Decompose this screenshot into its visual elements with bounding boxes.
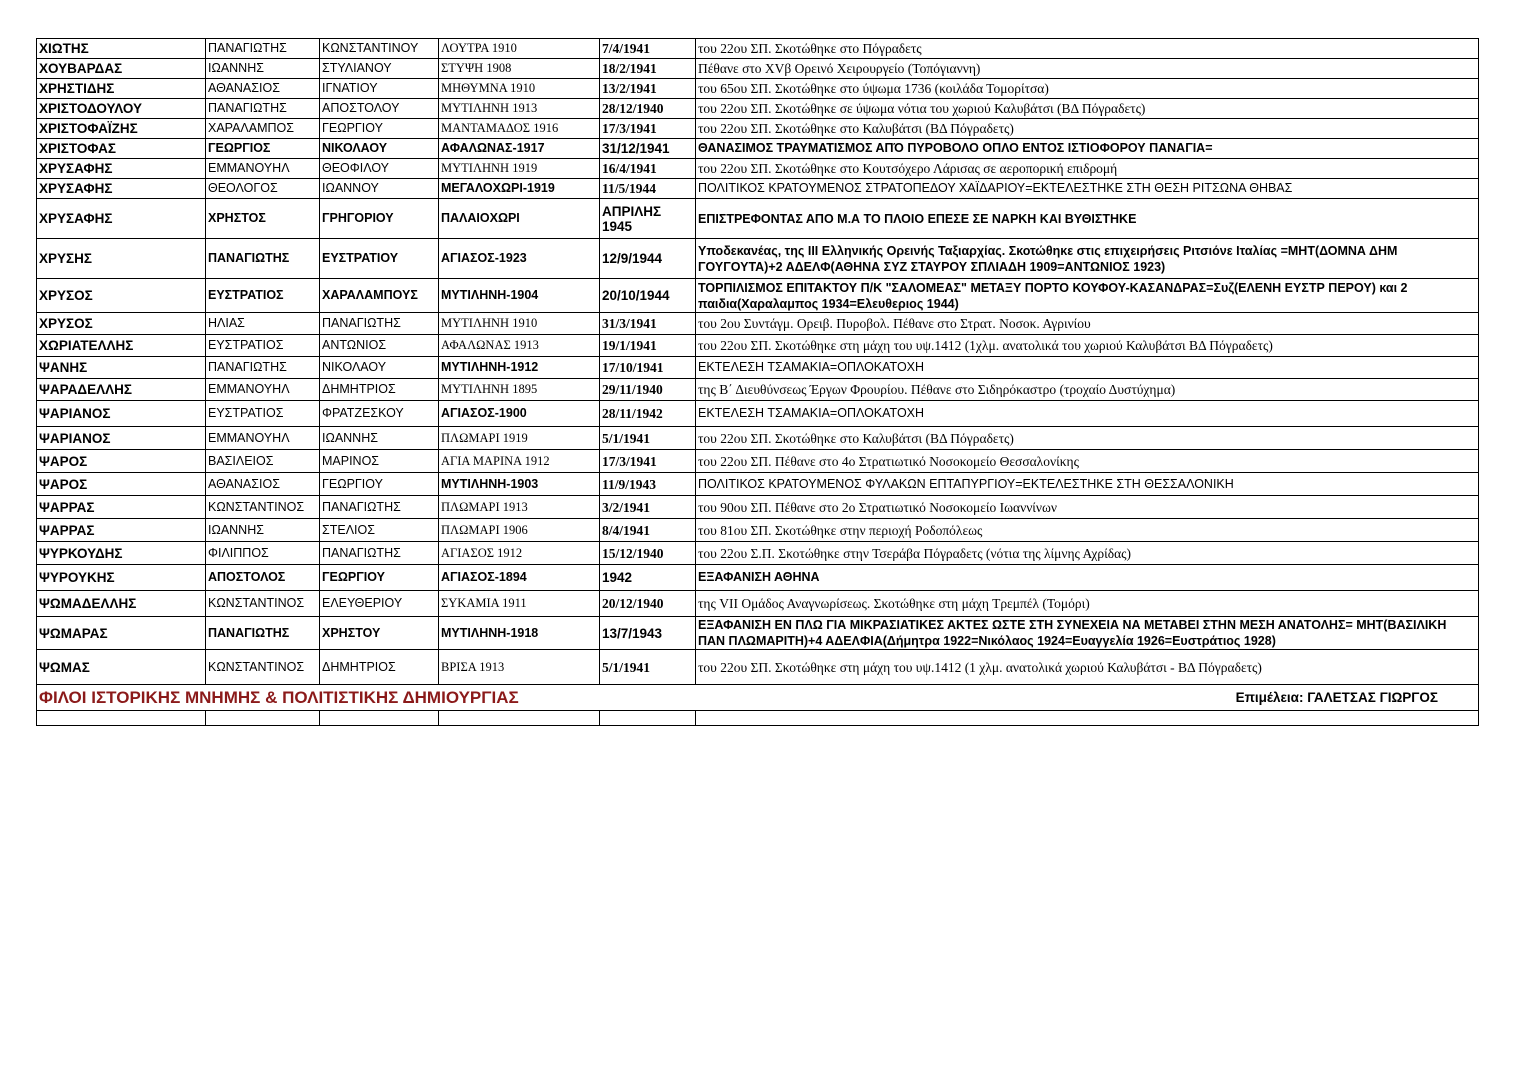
birthplace-cell: ΜΥΤΙΛΗΝΗ 1913 xyxy=(439,99,600,119)
table-row xyxy=(37,450,1479,473)
description-cell: ΠΟΛΙΤΙΚΟΣ ΚΡΑΤΟΥΜΕΝΟΣ ΦΥΛΑΚΩΝ ΕΠΤΑΠΥΡΓΙΟΥ=ΕΚΤΕΛΕΣΤΗΚΕ ΣΤΗ ΘΕΣΣΑΛΟΝΙΚΗ xyxy=(696,473,1479,496)
surname-cell: ΨΑΡΡΑΣ xyxy=(37,519,206,542)
surname-cell: ΧΡΥΣΟΣ xyxy=(37,313,206,335)
surname-cell: ΧΡΥΣΑΦΗΣ xyxy=(37,159,206,179)
empty-cell xyxy=(320,711,439,726)
table-row xyxy=(37,139,1479,159)
surname-cell: ΨΩΜΑΡΑΣ xyxy=(37,617,206,650)
birthplace-cell: ΑΓΙΑ ΜΑΡΙΝΑ 1912 xyxy=(439,450,600,473)
date-cell: 20/12/1940 xyxy=(600,591,696,617)
father-name-cell: ΝΙΚΟΛΑΟΥ xyxy=(320,357,439,379)
father-name-cell: ΔΗΜΗΤΡΙΟΣ xyxy=(320,379,439,401)
surname-cell: ΧΡΥΣΟΣ xyxy=(37,279,206,313)
date-cell: 31/12/1941 xyxy=(600,139,696,159)
father-name-cell: ΕΛΕΥΘΕΡΙΟΥ xyxy=(320,591,439,617)
description-cell: του 22ου Σ.Π. Σκοτώθηκε στην Τσεράβα Πόγραδετς (νότια της λίμνης Αχρίδας) xyxy=(696,542,1479,565)
description-cell: του 65ου ΣΠ. Σκοτώθηκε στο ύψωμα 1736 (κοιλάδα Τομορίτσα) xyxy=(696,79,1479,99)
date-cell: 29/11/1940 xyxy=(600,379,696,401)
father-name-cell: ΑΝΤΩΝΙΟΣ xyxy=(320,335,439,357)
date-cell: 19/1/1941 xyxy=(600,335,696,357)
date-cell: ΑΠΡΙΛΗΣ 1945 xyxy=(600,199,696,239)
surname-cell: ΨΥΡΚΟΥΔΗΣ xyxy=(37,542,206,565)
surname-cell: ΨΑΝΗΣ xyxy=(37,357,206,379)
first-name-cell: ΠΑΝΑΓΙΩΤΗΣ xyxy=(206,99,320,119)
description-cell: Πέθανε στο XVβ Ορεινό Χειρουργείο (Τοπόγιαννη) xyxy=(696,59,1479,79)
description-cell: Υποδεκανέας, της ΙΙΙ Ελληνικής Ορεινής Ταξιαρχίας. Σκοτώθηκε στις επιχειρήσεις Ριτσιόνε Ιταλίας =ΜΗΤ(ΔΟΜΝΑ ΔΗΜ ΓΟΥΓΟΥΤΑ)+2 ΑΔΕΛΦ(ΑΘΗΝΑ ΣΥΖ ΣΤΑΥΡΟΥ ΣΠΛΙΑΔΗ 1909=ΑΝΤΩΝΙΟΣ 1923) xyxy=(696,239,1479,279)
table-row xyxy=(37,565,1479,591)
table-row xyxy=(37,542,1479,565)
description-cell: του 22ου ΣΠ. Σκοτώθηκε σε ύψωμα νότια του χωριού Καλυβάτσι (ΒΔ Πόγραδετς) xyxy=(696,99,1479,119)
father-name-cell: ΕΥΣΤΡΑΤΙΟΥ xyxy=(320,239,439,279)
description-cell: του 22ου ΣΠ. Σκοτώθηκε στη μάχη του υψ.1412 (1 χλμ. ανατολικά χωριού Καλυβάτσι - ΒΔ Πόγραδετς) xyxy=(696,650,1479,685)
surname-cell: ΨΩΜΑΔΕΛΛΗΣ xyxy=(37,591,206,617)
surname-cell: ΧΡΙΣΤΟΔΟΥΛΟΥ xyxy=(37,99,206,119)
first-name-cell: ΠΑΝΑΓΙΩΤΗΣ xyxy=(206,357,320,379)
surname-cell: ΨΑΡΟΣ xyxy=(37,450,206,473)
surname-cell: ΧΙΩΤΗΣ xyxy=(37,39,206,59)
description-cell: της Β΄ Διευθύνσεως Έργων Φρουρίου. Πέθανε στο Σιδηρόκαστρο (τροχαίο Δυστύχημα) xyxy=(696,379,1479,401)
date-cell: 16/4/1941 xyxy=(600,159,696,179)
editor-credit: Επιμέλεια: ΓΑΛΕΤΣΑΣ ΓΙΩΡΓΟΣ xyxy=(1235,689,1438,705)
table-row xyxy=(37,427,1479,450)
date-cell: 13/7/1943 xyxy=(600,617,696,650)
table-row xyxy=(37,279,1479,313)
surname-cell: ΨΥΡΟΥΚΗΣ xyxy=(37,565,206,591)
birthplace-cell: ΒΡΙΣΑ 1913 xyxy=(439,650,600,685)
birthplace-cell: ΑΓΙΑΣΟΣ-1894 xyxy=(439,565,600,591)
surname-cell: ΨΑΡΙΑΝΟΣ xyxy=(37,427,206,450)
father-name-cell: ΓΕΩΡΓΙΟΥ xyxy=(320,119,439,139)
first-name-cell: ΕΜΜΑΝΟΥΗΛ xyxy=(206,427,320,450)
date-cell: 13/2/1941 xyxy=(600,79,696,99)
surname-cell: ΧΡΗΣΤΙΔΗΣ xyxy=(37,79,206,99)
table-row xyxy=(37,379,1479,401)
birthplace-cell: ΠΛΩΜΑΡΙ 1906 xyxy=(439,519,600,542)
birthplace-cell: ΠΑΛΑΙΟΧΩΡΙ xyxy=(439,199,600,239)
father-name-cell: ΚΩΝΣΤΑΝΤΙΝΟΥ xyxy=(320,39,439,59)
date-cell: 1942 xyxy=(600,565,696,591)
first-name-cell: ΧΡΗΣΤΟΣ xyxy=(206,199,320,239)
first-name-cell: ΠΑΝΑΓΙΩΤΗΣ xyxy=(206,39,320,59)
table-row xyxy=(37,119,1479,139)
date-cell: 31/3/1941 xyxy=(600,313,696,335)
organization-name: ΦΙΛΟΙ ΙΣΤΟΡΙΚΗΣ ΜΝΗΜΗΣ & ΠΟΛΙΤΙΣΤΙΚΗΣ ΔΗΜΙΟΥΡΓΙΑΣ xyxy=(39,687,519,707)
date-cell: 18/2/1941 xyxy=(600,59,696,79)
empty-cell xyxy=(206,711,320,726)
father-name-cell: ΧΑΡΑΛΑΜΠΟΥΣ xyxy=(320,279,439,313)
description-cell: του 22ου ΣΠ. Σκοτώθηκε στο Καλυβάτσι (ΒΔ Πόγραδετς) xyxy=(696,119,1479,139)
father-name-cell: ΣΤΥΛΙΑΝΟΥ xyxy=(320,59,439,79)
date-cell: 8/4/1941 xyxy=(600,519,696,542)
empty-cell xyxy=(37,711,206,726)
first-name-cell: ΘΕΟΛΟΓΟΣ xyxy=(206,179,320,199)
first-name-cell: ΙΩΑΝΝΗΣ xyxy=(206,59,320,79)
first-name-cell: ΕΜΜΑΝΟΥΗΛ xyxy=(206,379,320,401)
table-row xyxy=(37,617,1479,650)
surname-cell: ΧΡΙΣΤΟΦΑΪΖΗΣ xyxy=(37,119,206,139)
father-name-cell: ΙΩΑΝΝΟΥ xyxy=(320,179,439,199)
date-cell: 5/1/1941 xyxy=(600,650,696,685)
description-cell: του 22ου ΣΠ. Πέθανε στο 4ο Στρατιωτικό Νοσοκομείο Θεσσαλονίκης xyxy=(696,450,1479,473)
table-row xyxy=(37,496,1479,519)
father-name-cell: ΔΗΜΗΤΡΙΟΣ xyxy=(320,650,439,685)
description-cell: του 22ου ΣΠ. Σκοτώθηκε στο Κουτσόχερο Λάρισας σε αεροπορική επιδρομή xyxy=(696,159,1479,179)
first-name-cell: ΕΥΣΤΡΑΤΙΟΣ xyxy=(206,279,320,313)
date-cell: 11/9/1943 xyxy=(600,473,696,496)
date-cell: 17/3/1941 xyxy=(600,119,696,139)
description-cell: ΕΞΑΦΑΝΙΣΗ ΑΘΗΝΑ xyxy=(696,565,1479,591)
first-name-cell: ΓΕΩΡΓΙΟΣ xyxy=(206,139,320,159)
father-name-cell: ΠΑΝΑΓΙΩΤΗΣ xyxy=(320,496,439,519)
description-cell: ΕΚΤΕΛΕΣΗ ΤΣΑΜΑΚΙΑ=ΟΠΛΟΚΑΤΟΧΗ xyxy=(696,357,1479,379)
table-row xyxy=(37,199,1479,239)
description-cell: ΠΟΛΙΤΙΚΟΣ ΚΡΑΤΟΥΜΕΝΟΣ ΣΤΡΑΤΟΠΕΔΟΥ ΧΑΪΔΑΡΙΟΥ=ΕΚΤΕΛΕΣΤΗΚΕ ΣΤΗ ΘΕΣΗ ΡΙΤΣΩΝΑ ΘΗΒΑΣ xyxy=(696,179,1479,199)
birthplace-cell: ΑΦΑΛΩΝΑΣ 1913 xyxy=(439,335,600,357)
first-name-cell: ΧΑΡΑΛΑΜΠΟΣ xyxy=(206,119,320,139)
date-cell: 15/12/1940 xyxy=(600,542,696,565)
father-name-cell: ΜΑΡΙΝΟΣ xyxy=(320,450,439,473)
table-row xyxy=(37,99,1479,119)
date-cell: 17/10/1941 xyxy=(600,357,696,379)
father-name-cell: ΘΕΟΦΙΛΟΥ xyxy=(320,159,439,179)
father-name-cell: ΧΡΗΣΤΟΥ xyxy=(320,617,439,650)
birthplace-cell: ΜΗΘΥΜΝΑ 1910 xyxy=(439,79,600,99)
father-name-cell: ΓΡΗΓΟΡΙΟΥ xyxy=(320,199,439,239)
empty-cell xyxy=(600,711,696,726)
table-row xyxy=(37,239,1479,279)
date-cell: 28/11/1942 xyxy=(600,401,696,427)
birthplace-cell: ΠΛΩΜΑΡΙ 1913 xyxy=(439,496,600,519)
table-row xyxy=(37,591,1479,617)
first-name-cell: ΑΠΟΣΤΟΛΟΣ xyxy=(206,565,320,591)
birthplace-cell: ΑΓΙΑΣΟΣ 1912 xyxy=(439,542,600,565)
father-name-cell: ΣΤΕΛΙΟΣ xyxy=(320,519,439,542)
father-name-cell: ΠΑΝΑΓΙΩΤΗΣ xyxy=(320,542,439,565)
first-name-cell: ΚΩΝΣΤΑΝΤΙΝΟΣ xyxy=(206,496,320,519)
footer-row xyxy=(37,685,1479,711)
description-cell: του 2ου Συντάγμ. Ορειβ. Πυροβολ. Πέθανε στο Στρατ. Νοσοκ. Αγρινίου xyxy=(696,313,1479,335)
first-name-cell: ΕΥΣΤΡΑΤΙΟΣ xyxy=(206,335,320,357)
father-name-cell: ΦΡΑΤΖΕΣΚΟΥ xyxy=(320,401,439,427)
surname-cell: ΨΩΜΑΣ xyxy=(37,650,206,685)
footer-cell xyxy=(37,685,1479,711)
birthplace-cell: ΜΥΤΙΛΗΝΗ 1895 xyxy=(439,379,600,401)
table-row xyxy=(37,473,1479,496)
surname-cell: ΧΟΥΒΑΡΔΑΣ xyxy=(37,59,206,79)
birthplace-cell: ΜΥΤΙΛΗΝΗ-1918 xyxy=(439,617,600,650)
first-name-cell: ΚΩΝΣΤΑΝΤΙΝΟΣ xyxy=(206,591,320,617)
birthplace-cell: ΜΥΤΙΛΗΝΗ-1904 xyxy=(439,279,600,313)
surname-cell: ΧΩΡΙΑΤΕΛΛΗΣ xyxy=(37,335,206,357)
date-cell: 5/1/1941 xyxy=(600,427,696,450)
table-row xyxy=(37,313,1479,335)
description-cell: ΘΑΝΑΣΙΜΟΣ ΤΡΑΥΜΑΤΙΣΜΟΣ ΑΠΌ ΠΥΡΟΒΟΛΟ ΟΠΛΟ ΕΝΤΟΣ ΙΣΤΙΟΦΟΡΟΥ ΠΑΝΑΓΙΑ= xyxy=(696,139,1479,159)
birthplace-cell: ΜΥΤΙΛΗΝΗ-1903 xyxy=(439,473,600,496)
father-name-cell: ΓΕΩΡΓΙΟΥ xyxy=(320,565,439,591)
table-row xyxy=(37,179,1479,199)
table-row xyxy=(37,357,1479,379)
date-cell: 28/12/1940 xyxy=(600,99,696,119)
first-name-cell: ΙΩΑΝΝΗΣ xyxy=(206,519,320,542)
date-cell: 7/4/1941 xyxy=(600,39,696,59)
surname-cell: ΧΡΥΣΗΣ xyxy=(37,239,206,279)
description-cell: ΕΚΤΕΛΕΣΗ ΤΣΑΜΑΚΙΑ=ΟΠΛΟΚΑΤΟΧΗ xyxy=(696,401,1479,427)
table-row xyxy=(37,335,1479,357)
table-row xyxy=(37,79,1479,99)
description-cell: του 22ου ΣΠ. Σκοτώθηκε στο Καλυβάτσι (ΒΔ Πόγραδετς) xyxy=(696,427,1479,450)
date-cell: 12/9/1944 xyxy=(600,239,696,279)
description-cell: του 22ου ΣΠ. Σκοτώθηκε στη μάχη του υψ.1412 (1χλμ. ανατολικά του χωριού Καλυβάτσι ΒΔ Πόγραδετς) xyxy=(696,335,1479,357)
surname-cell: ΨΑΡΟΣ xyxy=(37,473,206,496)
father-name-cell: ΝΙΚΟΛΑΟΥ xyxy=(320,139,439,159)
birthplace-cell: ΜΥΤΙΛΗΝΗ 1910 xyxy=(439,313,600,335)
records-table xyxy=(36,38,1479,726)
first-name-cell: ΚΩΝΣΤΑΝΤΙΝΟΣ xyxy=(206,650,320,685)
birthplace-cell: ΜΕΓΑΛΟΧΩΡΙ-1919 xyxy=(439,179,600,199)
description-cell: ΕΞΑΦΑΝΙΣΗ ΕΝ ΠΛΩ ΓΙΑ ΜΙΚΡΑΣΙΑΤΙΚΕΣ ΑΚΤΕΣ ΩΣΤΕ ΣΤΗ ΣΥΝΕΧΕΙΑ ΝΑ ΜΕΤΑΒΕΙ ΣΤΗΝ ΜΕΣΗ ΑΝΑΤΟΛΗΣ= ΜΗΤ(ΒΑΣΙΛΙΚΗ ΠΑΝ ΠΛΩΜΑΡΙΤΗ)+4 ΑΔΕΛΦΙΑ(Δήμητρα 1922=Νικόλαος 1924=Ευαγγελία 1926=Ευστράτιος 1928) xyxy=(696,617,1479,650)
surname-cell: ΨΑΡΑΔΕΛΛΗΣ xyxy=(37,379,206,401)
surname-cell: ΨΑΡΙΑΝΟΣ xyxy=(37,401,206,427)
birthplace-cell: ΑΦΑΛΩΝΑΣ-1917 xyxy=(439,139,600,159)
first-name-cell: ΗΛΙΑΣ xyxy=(206,313,320,335)
records-table-body xyxy=(37,39,1479,685)
table-row xyxy=(37,59,1479,79)
birthplace-cell: ΣΤΥΨΗ 1908 xyxy=(439,59,600,79)
first-name-cell: ΑΘΑΝΑΣΙΟΣ xyxy=(206,473,320,496)
birthplace-cell: ΛΟΥΤΡΑ 1910 xyxy=(439,39,600,59)
first-name-cell: ΕΥΣΤΡΑΤΙΟΣ xyxy=(206,401,320,427)
surname-cell: ΧΡΥΣΑΦΗΣ xyxy=(37,199,206,239)
father-name-cell: ΙΩΑΝΝΗΣ xyxy=(320,427,439,450)
description-cell: ΕΠΙΣΤΡΕΦΟΝΤΑΣ ΑΠΟ Μ.Α ΤΟ ΠΛΟΙΟ ΕΠΕΣΕ ΣΕ ΝΑΡΚΗ ΚΑΙ ΒΥΘΙΣΤΗΚΕ xyxy=(696,199,1479,239)
first-name-cell: ΕΜΜΑΝΟΥΗΛ xyxy=(206,159,320,179)
birthplace-cell: ΜΥΤΙΛΗΝΗ 1919 xyxy=(439,159,600,179)
first-name-cell: ΠΑΝΑΓΙΩΤΗΣ xyxy=(206,617,320,650)
table-row xyxy=(37,159,1479,179)
first-name-cell: ΒΑΣΙΛΕΙΟΣ xyxy=(206,450,320,473)
date-cell: 11/5/1944 xyxy=(600,179,696,199)
description-cell: της VII Ομάδος Αναγνωρίσεως. Σκοτώθηκε στη μάχη Τρεμπέλ (Τομόρι) xyxy=(696,591,1479,617)
date-cell: 20/10/1944 xyxy=(600,279,696,313)
first-name-cell: ΠΑΝΑΓΙΩΤΗΣ xyxy=(206,239,320,279)
father-name-cell: ΓΕΩΡΓΙΟΥ xyxy=(320,473,439,496)
table-row xyxy=(37,401,1479,427)
birthplace-cell: ΜΑΝΤΑΜΑΔΟΣ 1916 xyxy=(439,119,600,139)
birthplace-cell: ΠΛΩΜΑΡΙ 1919 xyxy=(439,427,600,450)
date-cell: 17/3/1941 xyxy=(600,450,696,473)
surname-cell: ΧΡΥΣΑΦΗΣ xyxy=(37,179,206,199)
records-table-footer xyxy=(37,685,1479,726)
table-row xyxy=(37,39,1479,59)
first-name-cell: ΦΙΛΙΠΠΟΣ xyxy=(206,542,320,565)
description-cell: του 22ου ΣΠ. Σκοτώθηκε στο Πόγραδετς xyxy=(696,39,1479,59)
birthplace-cell: ΣΥΚΑΜΙΑ 1911 xyxy=(439,591,600,617)
surname-cell: ΨΑΡΡΑΣ xyxy=(37,496,206,519)
table-row xyxy=(37,650,1479,685)
birthplace-cell: ΑΓΙΑΣΟΣ-1900 xyxy=(439,401,600,427)
surname-cell: ΧΡΙΣΤΟΦΑΣ xyxy=(37,139,206,159)
father-name-cell: ΠΑΝΑΓΙΩΤΗΣ xyxy=(320,313,439,335)
empty-cell xyxy=(696,711,1479,726)
date-cell: 3/2/1941 xyxy=(600,496,696,519)
father-name-cell: ΑΠΟΣΤΟΛΟΥ xyxy=(320,99,439,119)
table-row xyxy=(37,519,1479,542)
first-name-cell: ΑΘΑΝΑΣΙΟΣ xyxy=(206,79,320,99)
empty-row xyxy=(37,711,1479,726)
description-cell: του 81ου ΣΠ. Σκοτώθηκε στην περιοχή Ροδοπόλεως xyxy=(696,519,1479,542)
description-cell: του 90ου ΣΠ. Πέθανε στο 2ο Στρατιωτικό Νοσοκομείο Ιωαννίνων xyxy=(696,496,1479,519)
father-name-cell: ΙΓΝΑΤΙΟΥ xyxy=(320,79,439,99)
description-cell: ΤΟΡΠΙΛΙΣΜΟΣ ΕΠΙΤΑΚΤΟΥ Π/Κ "ΣΑΛΟΜΕΑΣ" ΜΕΤΑΞΥ ΠΟΡΤΟ ΚΟΥΦΟΥ-ΚΑΣΑΝΔΡΑΣ=Συζ(ΕΛΕΝΗ ΕΥΣΤΡ ΠΕΡΟΥ) και 2 παιδια(Χαραλαμπος 1934=Ελευθεριος 1944) xyxy=(696,279,1479,313)
birthplace-cell: ΜΥΤΙΛΗΝΗ-1912 xyxy=(439,357,600,379)
empty-cell xyxy=(439,711,600,726)
birthplace-cell: ΑΓΙΑΣΟΣ-1923 xyxy=(439,239,600,279)
